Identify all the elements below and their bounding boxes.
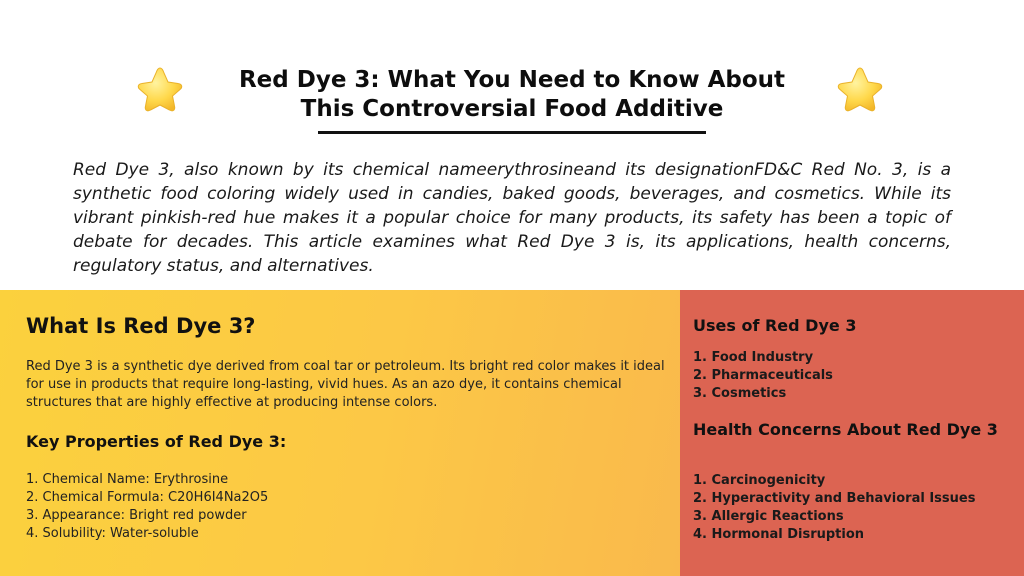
list-item: 3. Appearance: Bright red powder xyxy=(26,508,247,523)
list-item: 4. Hormonal Disruption xyxy=(693,527,865,542)
what-is-paragraph: Red Dye 3 is a synthetic dye derived from coal tar or petroleum. Its bright red color makes it ideal for use in products that require long-lasting, vivid hues. As an azo dye, it contains chemical structures that are highly effective at producing intense colors. xyxy=(26,359,665,410)
intro-paragraph: Red Dye 3, also known by its chemical nameerythrosineand its designationFD&C Red No. 3, is a synthetic food coloring widely used in candies, baked goods, beverages, and cosmetics. While its vibrant pinkish-red hue makes it a popular choice for many products, its safety has been a topic of debate for decades. This article examines what Red Dye 3 is, its applications, health concerns, regulatory status, and alternatives. xyxy=(73,160,951,276)
uses-list xyxy=(693,349,833,403)
health-concerns-heading: Health Concerns About Red Dye 3 xyxy=(693,420,998,439)
list-item: 1. Food Industry xyxy=(693,350,814,365)
list-item: 2. Pharmaceuticals xyxy=(693,368,833,383)
page-title-line-2: This Controversial Food Additive xyxy=(300,96,724,122)
health-concerns-list xyxy=(693,472,975,544)
list-item: 3. Allergic Reactions xyxy=(693,509,844,524)
page-title xyxy=(190,66,834,124)
what-is-heading: What Is Red Dye 3? xyxy=(26,314,256,338)
list-item: 4. Solubility: Water-soluble xyxy=(26,526,199,541)
title-underline xyxy=(318,131,706,134)
list-item: 1. Carcinogenicity xyxy=(693,473,826,488)
key-properties-list xyxy=(26,471,268,543)
page-title-line-1: Red Dye 3: What You Need to Know About xyxy=(238,67,786,93)
list-item: 1. Chemical Name: Erythrosine xyxy=(26,472,229,487)
list-item: 3. Cosmetics xyxy=(693,386,787,401)
list-item: 2. Chemical Formula: C20H6I4Na2O5 xyxy=(26,490,269,505)
list-item: 2. Hyperactivity and Behavioral Issues xyxy=(693,491,976,506)
uses-heading: Uses of Red Dye 3 xyxy=(693,316,857,335)
star-icon xyxy=(133,64,187,118)
key-properties-heading: Key Properties of Red Dye 3: xyxy=(26,432,287,451)
star-icon xyxy=(833,64,887,118)
